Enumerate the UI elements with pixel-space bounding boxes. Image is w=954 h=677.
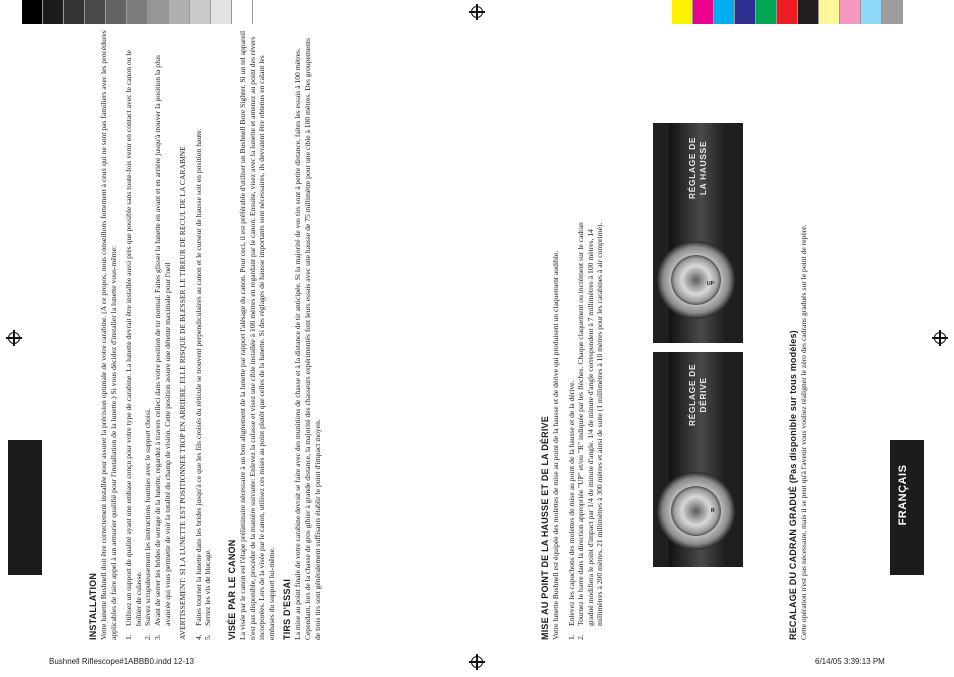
slug-filename: Bushnell Riflescope#1ABBB0.indd 12-13 xyxy=(49,657,194,666)
windage-turret xyxy=(657,472,735,550)
list-item: 2. Suivez scrupuleusement les instructions fournies avec le support choisi. xyxy=(143,408,153,640)
color-swatch xyxy=(819,0,840,24)
registration-mark-icon xyxy=(469,4,485,20)
list-item: 4. Faites tourner la lunette dans les brides jusqu'à ce que les fils croisés du réticule se trouvent perpendiculaires au canon et le curseur de hausse soit en position haute. xyxy=(193,128,203,640)
color-swatch xyxy=(756,0,777,24)
mise-intro: Votre lunette Bushnell est équipée des molettes de mise au point de la hausse et de dérive qui produisent un claquement audible. xyxy=(551,250,560,640)
hausse-turret-photo xyxy=(653,123,743,343)
color-swatch xyxy=(777,0,798,24)
gray-swatch xyxy=(148,0,169,24)
color-swatch xyxy=(735,0,756,24)
gray-swatch xyxy=(22,0,43,24)
warning-label: AVERTISSEMENT: xyxy=(178,577,188,640)
registration-mark-icon xyxy=(469,654,485,670)
dial-r-label: R xyxy=(711,508,715,514)
color-swatch xyxy=(672,0,693,24)
column-mise-au-point xyxy=(540,30,611,640)
gray-swatch xyxy=(43,0,64,24)
gray-swatch xyxy=(169,0,190,24)
visee-heading: VISÉE PAR LE CANON xyxy=(226,539,237,640)
hausse-caption: RÉGLAGE DE LA HAUSSE xyxy=(687,136,708,200)
color-calibration-bar xyxy=(672,0,903,24)
slug-timestamp: 6/14/05 3:39:13 PM xyxy=(815,657,885,666)
tirs-text: La mise au point finale de votre carabine devrait se faire avec des munitions de chasse et à la distance de tir anticipée. Si la majorité de vos tirs sont à petite distance, faites les essais à 100 mètres. Cependant, lors de la chasse de gros gibier à grande distance, la majorité des chasseurs expérimentés font leurs essais avec une hausse de 75 millimètre pour une cible à 100 mètres. Des groupements de trois tirs sont généralement suffisants établir le point d'impact moyen. xyxy=(293,37,322,640)
warning-paragraph xyxy=(178,30,188,640)
gray-swatch xyxy=(64,0,85,24)
gray-swatch xyxy=(190,0,211,24)
tirs-heading: TIRS D'ESSAI xyxy=(282,578,293,640)
recalage-text: Cette opération n'est pas nécessaire, mais il se peut qu'à l'avenir vous vouliez réaligner le zéro des cadrans gradués sur le point de repère. xyxy=(799,224,808,640)
registration-mark-icon xyxy=(932,330,948,346)
color-swatch xyxy=(798,0,819,24)
color-swatch xyxy=(882,0,903,24)
color-swatch xyxy=(840,0,861,24)
gray-swatch xyxy=(211,0,232,24)
grayscale-calibration-bar xyxy=(22,0,253,24)
installation-intro: Votre lunette Bushnell doit être correctement installée pour assurer la précision optimale de votre carabine. (A ce propos, nous conseillons fortement à ceux qui ne sont pas familiers avec les procédures applicables de faire appel à un armurier qualifié pour l'installation de la lunette.) Si vous décidez d'installer la lunette vous-même: xyxy=(99,30,118,640)
installation-heading: INSTALLATION xyxy=(88,572,98,640)
gray-swatch xyxy=(127,0,148,24)
recalage-heading-note: (Pas disponible sur tous modèles) xyxy=(788,330,798,484)
gray-swatch xyxy=(85,0,106,24)
installation-steps xyxy=(124,30,172,640)
language-tab-left xyxy=(8,440,42,575)
list-item: 1. Enlevez les capuchons des molettes de mise au point de la hausse et de la dérive. xyxy=(566,380,576,640)
warning-text: SI LA LUNETTE EST POSITIONNEE TROP EN ARRIERE, ELLE RISQUE DE BLESSER LE TIREUR DE RECUL DE LA CARABINE xyxy=(178,146,188,576)
mise-heading: MISE AU POINT DE LA HAUSSE ET DE LA DÉRIVE xyxy=(540,416,550,640)
installation-steps-2 xyxy=(194,30,213,640)
derive-caption: RÉGLAGE DE DÉRIVE xyxy=(687,363,708,427)
list-item: 1. Utilisez un support de qualité ayant une embase conçu pour votre type de carabine. La lunette devrait être installée aussi près que possible sans toute-fois venir en contact avec le canon ou le boîtier de culasse. xyxy=(124,50,143,640)
list-item: 2. Tournez le barre dans la direction appropriée "UP" et/ou "R" indiquée par les flèches. Chaque claquement ou incrément sur le cadran gradué modifiera le point d'impact par 1/4 de minute d'angle. 1/4 de minute d'angle correspondent à 7 millimètres à 100 mètres, 14 millimètres à 200 mètres, 21 millimètres à 300 mètres et ainsi de suite (1 millimètres à 10 mètres pour les carabines à air comprimé). xyxy=(576,222,605,640)
elevation-turret xyxy=(657,241,735,319)
mise-steps xyxy=(567,200,605,640)
registration-mark-icon xyxy=(6,330,22,346)
list-item: 3. Avant de serrer les brides de serrage de la lunette, regardez à travers celleci dans votre position de tir normal. Faites glisser la lunette en avant et en arrière jusqu'à trouver la position la plus avancée qui vous permette de voir la totalité du champ de vision. Cette position assure une détente maximale pour l'oeil xyxy=(152,55,172,640)
list-item: 5. Serrez les vis de blocage. xyxy=(203,549,213,640)
language-tab-label: FRANÇAIS xyxy=(897,464,909,526)
visee-text: La visée par le canon est l'étape préliminaire nécessaire à un bon alignement de la lunette par rapport l'alésage du canon. Pour ceci, il est préférable d'utiliser un Bushnell Bore Sighter. Si un tel appareil n'est pas disponible, procéder de la manière suivante: Enlevez la culasse et visez une cible installée à 100 mètres en regardant par le canon. Ensuite, visez avec la lunette et amenez au point des révers incorporées. Lors de la visée par le canon, utilisez ces mises au point plutôt que celles de la lunette. Si des réglages de hausse importants sont nécessaires, ils devraient être obtenus en calant les embases du support lui-même. xyxy=(237,30,276,640)
gray-swatch xyxy=(232,0,253,24)
color-swatch xyxy=(861,0,882,24)
color-swatch xyxy=(714,0,735,24)
color-swatch xyxy=(693,0,714,24)
gray-swatch xyxy=(106,0,127,24)
dial-up-label: UP xyxy=(707,281,714,287)
column-installation xyxy=(88,30,328,640)
elevation-dial xyxy=(671,255,721,305)
derive-turret-photo xyxy=(653,352,743,567)
column-recalage xyxy=(788,30,815,640)
recalage-heading: RECALAGE DU CADRAN GRADUÉ (Pas disponible sur tous modèles) xyxy=(788,330,798,640)
